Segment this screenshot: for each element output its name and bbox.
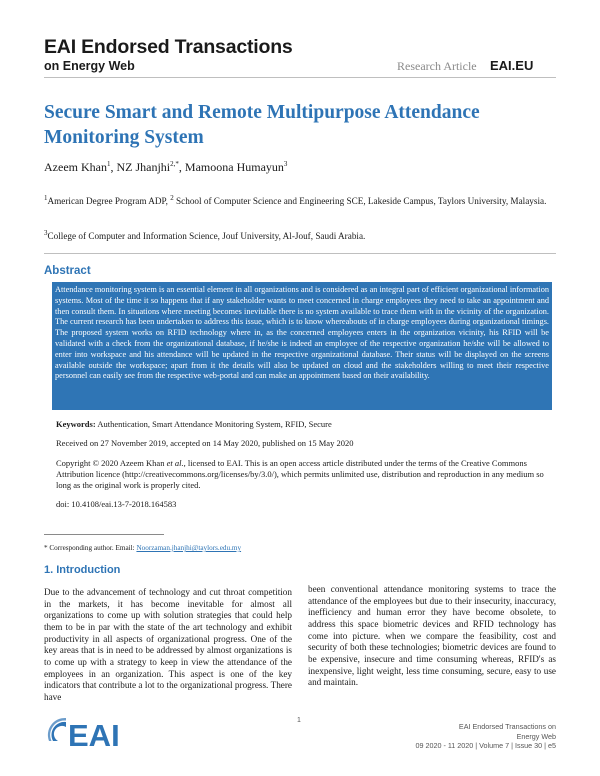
copyright-etal: et al.: [166, 458, 184, 468]
keywords-value: Authentication, Smart Attendance Monitoring System, RFID, Secure: [97, 419, 332, 429]
affiliation-sup: 3: [44, 229, 48, 237]
author-sup: 1: [106, 160, 111, 168]
author-name: Mamoona Humayun: [184, 160, 284, 174]
author-list: Azeem Khan$^1$, NZ Jhanjhi$^{2,*}$, Mamoona Humayun$^3$: [44, 160, 288, 174]
footer-issue: 09 2020 - 11 2020 | Volume 7 | Issue 30 | e5: [415, 741, 556, 750]
doi: doi: 10.4108/eai.13-7-2018.164583: [56, 499, 177, 509]
body-text-left-column: Due to the advancement of technology and cut throat competition in the markets, it has become inevitable for almost all organizations to come up with solution strategies that could help them to be in par with the state of the art technology and exhibit productivity in all aspects of organizational progress. One of the key areas that is in need to be addressed by almost organizations is to come up with a strategy to keep in view the attendance of the employees in an organization. This aspect is one of the key indicators that contribute a lot to the organizational progress. There have: [44, 587, 292, 702]
affiliation-block: [44, 192, 556, 207]
footer-journal-line2: Energy Web: [516, 731, 556, 741]
header-divider: [44, 77, 556, 78]
page-number: 1: [297, 717, 301, 724]
footnote-divider: [44, 534, 164, 535]
copyright-rest: , licensed to EAI. This is an open access article distributed under the terms of the Creative Commons Attribution licence (http://creativecommons.org/licenses/by/3.0/), which permits unlimited use, distribution and reproduction in any medium so long as the original work is properly cited.: [56, 458, 544, 490]
affiliation-divider: [44, 253, 556, 254]
affiliation-text: School of Computer Science and Engineering SCE, Lakeside Campus, Taylors University, Malaysia.: [176, 196, 547, 207]
affiliation-sup: 2: [170, 194, 174, 202]
abstract-text: Attendance monitoring system is an essential element in all organizations and is considered as an integral part of efficient organizational information systems. Most of the time it so happens that if any stakeholder wants to meet concerned in charge employees they need to take an appointment and then consult them. In situations where meeting becomes inevitable there is no system available to trace them with in the vicinity of the organization. The current research has been undertaken to address this issue, which is to know whereabouts of in charge employees during organizational timings. The proposed system works on RFID technology where in, as the concerned employees enters in the organization vicinity, his RFID will be validated with a check from the organizational database, if he/she is indeed an employee of the respective organization he/she will be allowed to enter into workspace and his attendance will be updated in the respective organizational database. Their status will be displayed on the screens available outside the workspace; apart from it the details will also be updated on cloud and the stakeholders willing to meet their respective personnel can easily see from the respective web-portal and can make an appointment based on their availability.: [52, 282, 552, 410]
author-sup: 3: [283, 160, 288, 168]
affiliation-sup: 1: [44, 194, 48, 202]
eai-logo: [44, 712, 154, 752]
affiliation-block: [44, 227, 556, 242]
corresponding-email-link[interactable]: Noorzaman.jhanjhi@taylors.edu.my: [136, 544, 242, 552]
received-dates: Received on 27 November 2019, accepted on 14 May 2020, published on 15 May 2020: [56, 438, 354, 448]
copyright-prefix: Copyright © 2020 Azeem Khan: [56, 458, 165, 468]
eai-logo-text: EAI: [68, 718, 120, 752]
journal-title: EAI Endorsed Transactions: [44, 36, 293, 58]
affiliation-text: College of Computer and Information Science, Jouf University, Al-Jouf, Saudi Arabia.: [47, 231, 366, 242]
author-sup: 2,*: [170, 160, 179, 168]
author-name: Azeem Khan: [44, 160, 107, 174]
body-text-right-column: been conventional attendance monitoring systems to trace the attendance of the employees but due to their insecurity, inaccuracy, inefficiency and human error they have become obsolete, to address this space biometric devices and RFID technology has come into picture. when we compare the feasibility, cost and security of both these technologies; biometric devices are found to be expensive, insecure and time consuming whereas, RFID's as inexpensive, light weight, less time consuming, secure, easy to use and maintain.: [308, 584, 556, 688]
footer-journal-info: [386, 722, 556, 751]
keywords: [56, 419, 556, 430]
paper-title: Secure Smart and Remote Multipurpose Attendance Monitoring System: [44, 102, 480, 148]
copyright-notice: [56, 458, 556, 491]
article-type-label: Research Article: [397, 59, 477, 73]
corresponding-author-footnote: [44, 544, 241, 552]
keywords-label: Keywords:: [56, 419, 96, 429]
section-heading: 1. Introduction: [44, 564, 121, 576]
author-name: NZ Jhanjhi: [116, 160, 171, 174]
abstract-heading: Abstract: [44, 265, 91, 277]
footer-journal-line1: EAI Endorsed Transactions on: [458, 722, 556, 731]
affiliation-text: American Degree Program ADP,: [47, 196, 168, 207]
footnote-label: * Corresponding author. Email:: [44, 544, 135, 552]
journal-subtitle: on Energy Web: [44, 59, 135, 73]
brand-label: EAI.EU: [490, 58, 534, 73]
